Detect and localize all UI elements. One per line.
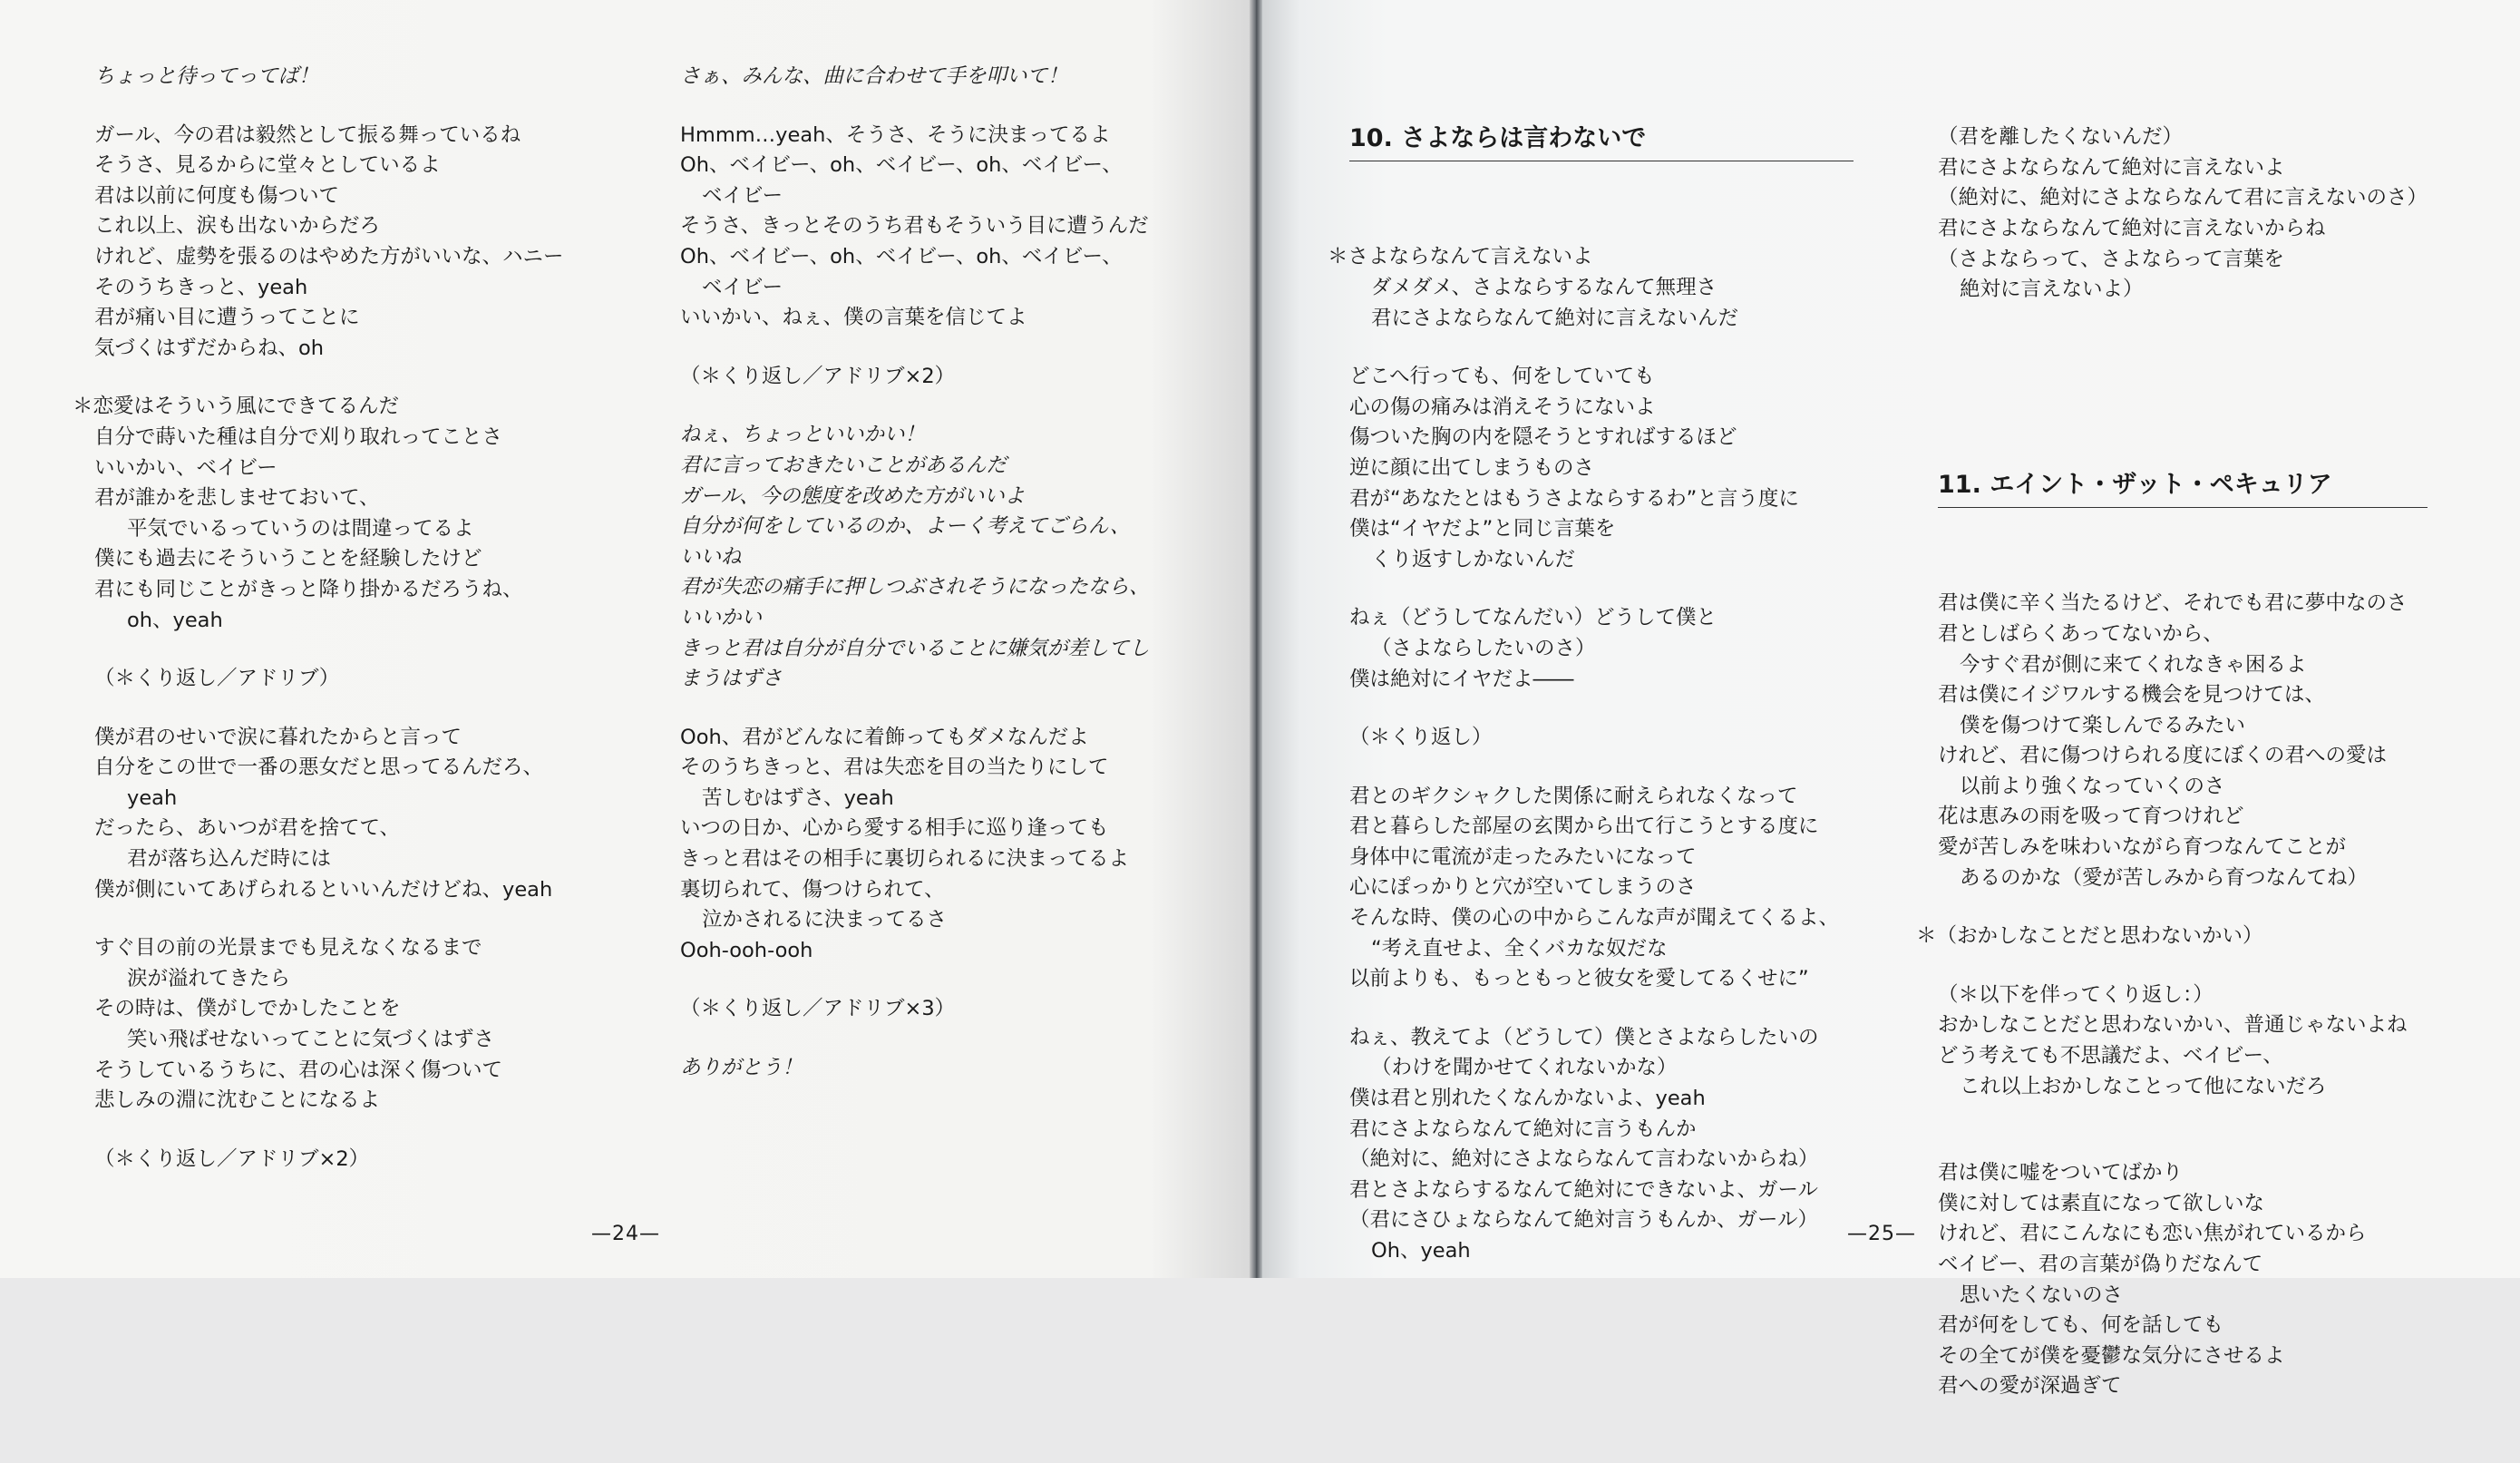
lyric-line: ＊さよならなんて言えないよ (1328, 245, 1593, 269)
lyric-line: Oh、yeah (1371, 1239, 1471, 1263)
lyric-line: 以前よりも、もっともっと彼女を愛してるくせに” (1349, 967, 1809, 991)
lyric-line: （君を離したくないんだ） (1938, 125, 2184, 150)
lyric-line: 君は僕にイジワルする機会を見つけては、 (1938, 683, 2325, 707)
lyric-line: けれど、君にこんなにも恋い焦がれているから (1938, 1222, 2367, 1246)
lyric-line: 君にさよならなんて絶対に言えないんだ (1371, 306, 1739, 330)
lyric-line: ＊（おかしなことだと思わないかい） (1916, 924, 2263, 949)
lyric-line: 君が誰かを悲しませておいて、 (94, 486, 380, 511)
lyrics-column (680, 62, 1150, 1084)
stanza-gap (680, 966, 1150, 994)
lyric-line: 君が痛い目に遭うってことに (94, 306, 360, 330)
left-page (0, 0, 1250, 1278)
stanza-gap (680, 695, 1150, 723)
lyric-line: これ以上おかしなことって他にないだろ (1960, 1074, 2327, 1098)
stanza-gap (1938, 893, 2428, 922)
lyric-line: だったら、あいつが君を捨てて、 (94, 816, 401, 841)
lyric-line: 君にさよならなんて絶対に言えないよ (1938, 155, 2285, 180)
lyric-line: 心にぽっかりと穴が空いてしまうのさ (1349, 875, 1697, 900)
lyrics-column (1916, 62, 2428, 1463)
lyric-line: まうはずさ (680, 667, 783, 691)
lyric-line: あるのかな（愛が苦しみから育つなんてね） (1960, 865, 2369, 890)
lyric-line: 自分で蒔いた種は自分で刈り取れってことさ (94, 424, 503, 449)
lyric-line: 僕を傷つけて楽しんでるみたい (1960, 713, 2246, 737)
lyric-line: どこへ行っても、何をしていても (1349, 365, 1655, 389)
lyric-line: 僕にも過去にそういうことを経験したけど (94, 547, 482, 571)
lyric-line: ありがとう！ (680, 1056, 803, 1080)
lyric-line: 君が失恋の痛手に押しつぶされそうになったなら、 (680, 575, 1150, 600)
lyric-line: （＊くり返し／アドリブ×3） (680, 997, 956, 1021)
lyric-line: いいかい、ベイビー (94, 455, 277, 480)
lyric-line: いつの日か、心から愛する相手に巡り逢っても (680, 816, 1109, 841)
lyric-line: Ooh、君がどんなに着飾ってもダメなんだよ (680, 725, 1089, 749)
stanza-gap (1349, 695, 1854, 723)
lyric-line: きっと君はその相手に裏切られるに決まってるよ (680, 847, 1130, 872)
lyrics-column (1328, 62, 1854, 1328)
lyric-line: 逆に顔に出てしまうものさ (1349, 455, 1595, 480)
lyric-line: 苦しむはずさ、yeah (702, 785, 894, 810)
lyric-line: 悲しみの淵に沈むことになるよ (94, 1088, 381, 1113)
lyric-line: 僕は絶対にイヤだよ―― (1349, 667, 1574, 691)
lyric-line: ちょっと待ってってば！ (94, 64, 319, 88)
lyric-line: くり返すしかないんだ (1371, 547, 1576, 571)
lyric-line: （君にさひょならなんて絶対言うもんか、ガール） (1349, 1208, 1819, 1233)
page-number: —25— (1847, 1223, 1916, 1245)
stanza-gap (94, 695, 564, 723)
lyric-line: （絶対に、絶対にさよならなんて言わないからね） (1349, 1147, 1819, 1172)
stanza-gap (680, 392, 1150, 420)
lyric-line: その時は、僕がしでかしたことを (94, 997, 401, 1021)
lyric-line: 君は以前に何度も傷ついて (94, 183, 340, 208)
lyric-line: これ以上、涙も出ないからだろ (94, 214, 381, 239)
stanza-gap (1349, 575, 1854, 603)
lyric-line: “考え直せよ、全くバカな奴だな (1371, 936, 1668, 961)
lyric-line: 以前より強くなっていくのさ (1960, 774, 2225, 798)
lyric-line: ガール、今の態度を改めた方がいいよ (680, 483, 1026, 508)
song-title: 11. エイント・ザット・ペキュリア (1938, 469, 2428, 508)
lyric-line: 涙が溢れてきたら (127, 966, 291, 990)
lyric-line: 君は僕に嘘をついてばかり (1938, 1161, 2184, 1185)
lyric-line: （絶対に、絶対にさよならなんて君に言えないのさ） (1938, 186, 2428, 210)
stanza-gap (94, 905, 564, 933)
lyric-line: ベイビー (702, 183, 783, 208)
lyric-line: 絶対に言えないよ） (1960, 278, 2144, 302)
lyric-line: 僕は“イヤだよ”と同じ言葉を (1349, 517, 1616, 541)
lyric-line: 君とさよならするなんて絶対にできないよ、ガール (1349, 1177, 1819, 1202)
lyric-line: 傷ついた胸の内を隠そうとすればするほど (1349, 425, 1737, 450)
lyric-line: 君にも同じことがきっと降り掛かるだろうね、 (94, 577, 523, 601)
lyric-line: 君にさよならなんて絶対に言えないからね (1938, 216, 2326, 240)
lyric-line: 君が何をしても、何を話しても (1938, 1313, 2224, 1338)
lyric-line: そうしているうちに、君の心は深く傷ついて (94, 1058, 503, 1082)
lyric-line: Hmmm…yeah、そうさ、そうに決まってるよ (680, 122, 1111, 147)
lyric-line: 花は恵みの雨を吸って育つけれど (1938, 805, 2244, 829)
lyric-line: Oh、ベイビー、oh、ベイビー、oh、ベイビー、 (680, 244, 1123, 268)
lyric-line: けれど、君に傷つけられる度にぼくの君への愛は (1938, 744, 2388, 768)
lyric-line: 君と暮らした部屋の玄関から出て行こうとする度に (1349, 814, 1819, 839)
stanza-gap (94, 1117, 564, 1145)
lyric-line: 今すぐ君が側に来てくれなきゃ困るよ (1960, 652, 2307, 677)
lyric-line: 身体中に電流が走ったみたいになって (1349, 844, 1697, 869)
lyric-line: 君に言っておきたいことがあるんだ (680, 453, 1007, 477)
page-number: —24— (591, 1223, 660, 1245)
right-page (1262, 0, 2520, 1399)
lyric-line: （わけを聞かせてくれないかな） (1371, 1056, 1678, 1080)
lyric-line: いいね (680, 544, 742, 569)
stanza-gap (1938, 1102, 2428, 1130)
lyric-line: Ooh-ooh-ooh (680, 938, 813, 962)
lyric-line: 君としばらくあってないから、 (1938, 621, 2223, 646)
lyric-line: そのうちきっと、君は失恋を目の当たりにして (680, 756, 1109, 780)
lyric-line: さぁ、みんな、曲に合わせて手を叩いて！ (680, 64, 1068, 88)
lyric-line: （＊くり返し／アドリブ） (94, 667, 340, 691)
song-title: 10. さよならは言わないで (1349, 122, 1854, 161)
lyric-line: ねぇ、教えてよ（どうして）僕とさよならしたいの (1349, 1025, 1819, 1049)
lyric-line: けれど、虚勢を張るのはやめた方がいいな、ハニー (94, 244, 564, 268)
lyric-line: 自分が何をしているのか、よーく考えてごらん、 (680, 514, 1131, 539)
lyric-line: 君が落ち込んだ時には (127, 847, 332, 872)
lyric-line: （＊以下を伴ってくり返し：） (1938, 982, 2214, 1007)
lyric-line: 君にさよならなんて絶対に言うもんか (1349, 1117, 1697, 1141)
lyric-line: ＊恋愛はそういう風にできてるんだ (73, 395, 400, 419)
stanza-gap (94, 364, 564, 392)
lyric-line: 君への愛が深過ぎて (1938, 1374, 2122, 1399)
lyric-line: 愛が苦しみを味わいながら育つなんてことが (1938, 835, 2347, 860)
lyric-line: そうさ、きっとそのうち君もそういう目に遭うんだ (680, 214, 1149, 239)
lyric-line: 心の傷の痛みは消えそうにないよ (1349, 395, 1656, 419)
lyric-line: ねぇ、ちょっといいかい！ (680, 423, 926, 447)
lyric-line: 裏切られて、傷つけられて、 (680, 877, 945, 902)
lyric-line: そうさ、見るからに堂々としているよ (94, 153, 441, 178)
stanza-gap (1349, 995, 1854, 1023)
lyric-line: （＊くり返し） (1349, 726, 1493, 750)
lyric-line: 僕が側にいてあげられるといいんだけどね、yeah (94, 877, 553, 902)
lyric-line: きっと君は自分が自分でいることに嫌気が差してし (680, 636, 1150, 660)
lyric-line: いいかい、ねぇ、僕の言葉を信じてよ (680, 306, 1027, 330)
lyric-line: 君とのギクシャクした関係に耐えられなくなって (1349, 784, 1798, 808)
lyric-line: ベイビー、君の言葉が偽りだなんて (1938, 1253, 2263, 1276)
lyric-line: いいかい (680, 605, 763, 629)
stanza-gap (1349, 334, 1854, 362)
stanza-gap (1938, 1130, 2428, 1158)
stanza-gap (1349, 754, 1854, 782)
lyric-line: （＊くり返し／アドリブ×2） (94, 1146, 370, 1171)
lyric-line: ガール、今の君は毅然として振る舞っているね (94, 122, 521, 147)
lyric-line: 自分をこの世で一番の悪女だと思ってるんだろ、 (94, 756, 544, 780)
lyric-line: ベイビー (702, 275, 783, 299)
lyric-line: 僕は君と別れたくなんかないよ、yeah (1349, 1087, 1706, 1111)
lyric-line: 気づくはずだからね、oh (94, 336, 325, 360)
lyric-line: そんな時、僕の心の中からこんな声が聞えてくるよ、 (1349, 906, 1840, 931)
lyric-line: ダメダメ、さよならするなんて無理さ (1371, 275, 1717, 299)
lyric-line: すぐ目の前の光景までも見えなくなるまで (94, 936, 482, 961)
lyric-line: 思いたくないのさ (1960, 1283, 2124, 1307)
stanza-gap (680, 1025, 1150, 1053)
stanza-gap (680, 334, 1150, 362)
lyric-line: そのうちきっと、yeah (94, 275, 308, 299)
lyric-line: 泣かされるに決まってるさ (702, 908, 948, 932)
lyric-line: oh、yeah (127, 608, 223, 632)
lyric-line: 笑い飛ばせないってことに気づくはずさ (127, 1028, 495, 1052)
lyric-line: おかしなことだと思わないかい、普通じゃないよね (1938, 1013, 2408, 1038)
lyric-line: その全てが僕を憂鬱な気分にさせるよ (1938, 1343, 2285, 1368)
lyric-line: yeah (127, 785, 178, 810)
lyric-line: どう考えても不思議だよ、ベイビー、 (1938, 1044, 2283, 1068)
lyric-line: 僕が君のせいで涙に暮れたからと言って (94, 725, 462, 749)
stanza-gap (1938, 952, 2428, 980)
stanza-gap (680, 93, 1150, 121)
lyric-line: 君が“あなたとはもうさよならするわ”と言う度に (1349, 486, 1799, 511)
lyric-line: 君は僕に辛く当たるけど、それでも君に夢中なのさ (1938, 591, 2408, 616)
lyric-line: 僕に対しては素直になって欲しいな (1938, 1191, 2265, 1215)
lyric-line: Oh、ベイビー、oh、ベイビー、oh、ベイビー、 (680, 153, 1123, 178)
stanza-gap (94, 636, 564, 664)
lyric-line: （さよならって、さよならって言葉を (1938, 247, 2285, 271)
stanza-gap (94, 93, 564, 121)
lyrics-column (73, 62, 564, 1175)
book-spine (1250, 0, 1262, 1278)
lyric-line: ねぇ（どうしてなんだい）どうして僕と (1349, 606, 1717, 630)
lyric-line: （＊くり返し／アドリブ×2） (680, 364, 956, 388)
lyric-line: 平気でいるっていうのは間違ってるよ (127, 516, 474, 541)
lyric-line: （さよならしたいのさ） (1371, 636, 1596, 660)
